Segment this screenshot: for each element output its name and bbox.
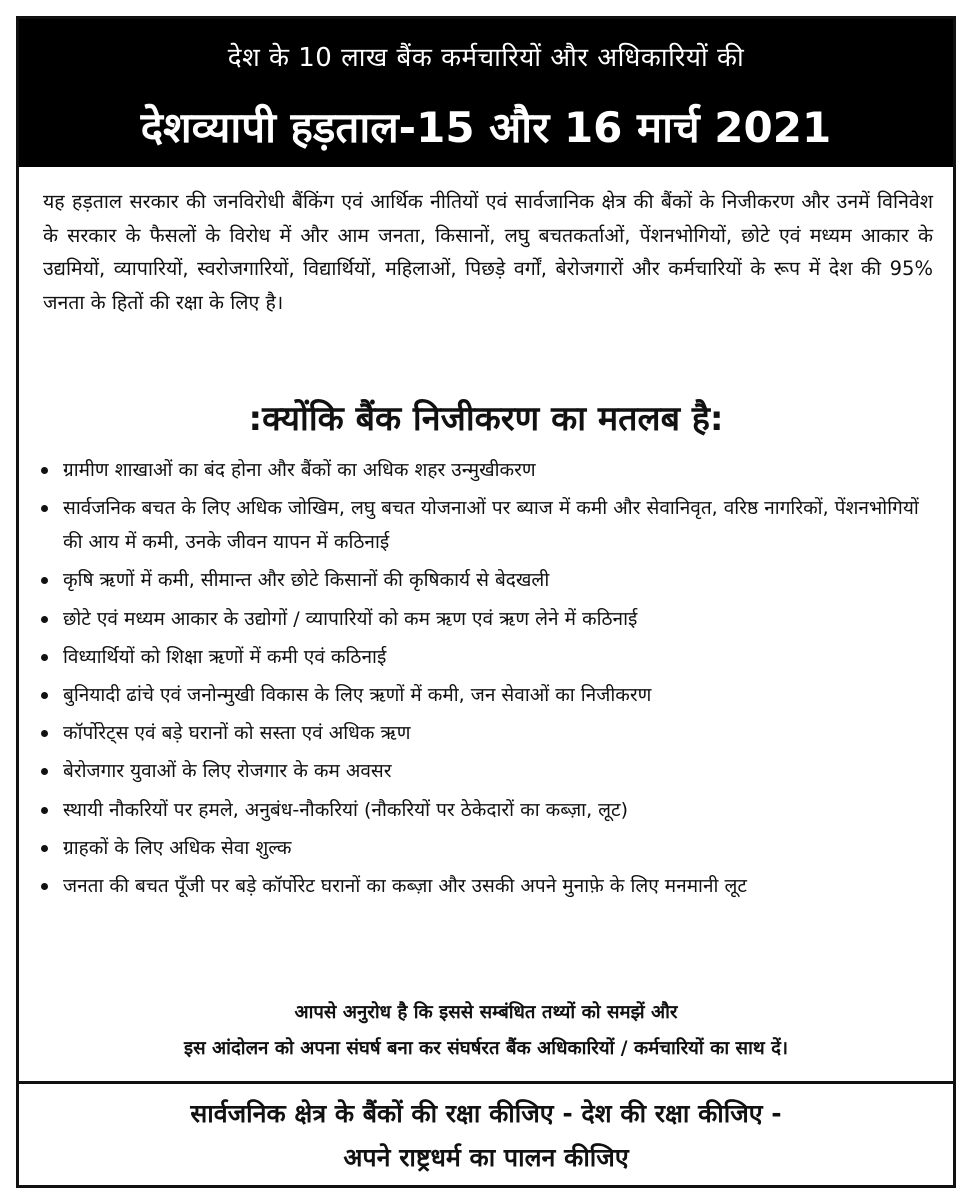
list-item-text: सार्वजनिक बचत के लिए अधिक जोखिम, लघु बचत योजनाओं पर ब्याज में कमी और सेवानिवृत, वरिष्ठ नागरिकों, पेंशनभोगियों की आय में कमी, उनके जीवन यापन में कठिनाई — [63, 497, 919, 554]
section-heading: :क्योंकि बैंक निजीकरण का मतलब है: — [248, 399, 724, 439]
intro-paragraph: यह हड़ताल सरकार की जनविरोधी बैंकिंग एवं आर्थिक नीतियों एवं सार्वजानिक क्षेत्र की बैंकों के निजीकरण और उनमें विनिवेश के सरकार के फैसलों के विरोध में और आम जनता, किसानों, लघु बचतकर्ताओं, पेंशनभोगियों, छोटे एवं मध्यम आकार के उद्यमियों, व्यापारियों, स्वरोजगारियों, विद्यार्थियों, महिलाओं, पिछड़े वर्गों, बेरोजगारों और कर्मचारियों के रूप में देश की 95% जनता के हितों की रक्षा के लिए है। — [43, 190, 933, 314]
list-item-text: कृषि ऋणों में कमी, सीमान्त और छोटे किसानों की कृषिकार्य से बेदखली — [63, 569, 550, 592]
header-title: देशव्यापी हड़ताल-15 और 16 मार्च 2021 — [140, 103, 832, 152]
list-item — [33, 869, 943, 903]
list-item-text: कॉर्पोरेट्स एवं बड़े घरानों को सस्ता एवं अधिक ऋण — [63, 722, 411, 745]
footer-slogan-box — [19, 1081, 953, 1185]
list-item — [33, 678, 943, 712]
bullet-list — [33, 453, 943, 907]
appeal-text — [19, 995, 953, 1067]
bullet-dot-icon — [41, 768, 48, 775]
header-banner — [19, 19, 953, 167]
top-edge — [0, 0, 975, 4]
bullet-dot-icon — [41, 505, 48, 512]
list-item-text: छोटे एवं मध्यम आकार के उद्योगों / व्यापारियों को कम ऋण एवं ऋण लेने में कठिनाई — [63, 607, 638, 630]
bullet-dot-icon — [41, 807, 48, 814]
list-item-text: जनता की बचत पूँजी पर बड़े कॉर्पोरेट घरानों का कब्ज़ा और उसकी अपने मुनाफ़े के लिए मनमानी लूट — [63, 874, 747, 897]
footer-slogan-line-2: अपने राष्ट्रधर्म का पालन कीजिए — [343, 1143, 629, 1172]
list-item-text: स्थायी नौकरियों पर हमले, अनुबंध-नौकरियां (नौकरियों पर ठेकेदारों का कब्ज़ा, लूट) — [63, 798, 629, 821]
list-item — [33, 563, 943, 597]
list-item — [33, 453, 943, 487]
list-item — [33, 793, 943, 827]
list-item — [33, 831, 943, 865]
list-item-text: ग्रामीण शाखाओं का बंद होना और बैंकों का अधिक शहर उन्मुखीकरण — [63, 459, 536, 481]
appeal-line-2: इस आंदोलन को अपना संघर्ष बना कर संघर्षरत बैंक अधिकारियों / कर्मचारियों का साथ दें। — [184, 1038, 788, 1059]
list-item-text: ग्राहकों के लिए अधिक सेवा शुल्क — [63, 836, 292, 859]
list-item — [33, 640, 943, 674]
bullet-dot-icon — [41, 654, 48, 661]
bullet-dot-icon — [41, 616, 48, 623]
bullet-dot-icon — [41, 845, 48, 852]
list-item-text: बेरोजगार युवाओं के लिए रोजगार के कम अवसर — [63, 760, 392, 783]
list-item — [33, 716, 943, 750]
appeal-line-1: आपसे अनुरोध है कि इससे सम्बंधित तथ्यों को समझें और — [294, 1002, 678, 1023]
list-item — [33, 602, 943, 636]
header-subtitle: देश के 10 लाख बैंक कर्मचारियों और अधिकारियों की — [227, 43, 745, 73]
strike-poster — [16, 16, 956, 1188]
bullet-dot-icon — [41, 577, 48, 584]
footer-slogan-line-1: सार्वजनिक क्षेत्र के बैंकों की रक्षा कीजिए - देश की रक्षा कीजिए - — [190, 1099, 782, 1128]
list-item-text: विध्यार्थियों को शिक्षा ऋणों में कमी एवं कठिनाई — [63, 645, 387, 668]
list-item-text: बुनियादी ढांचे एवं जनोन्मुखी विकास के लिए ऋणों में कमी, जन सेवाओं का निजीकरण — [63, 683, 652, 706]
bullet-dot-icon — [41, 467, 48, 474]
bullet-dot-icon — [41, 692, 48, 699]
bullet-dot-icon — [41, 730, 48, 737]
list-item — [33, 491, 943, 559]
list-item — [33, 754, 943, 788]
bullet-dot-icon — [41, 883, 48, 890]
